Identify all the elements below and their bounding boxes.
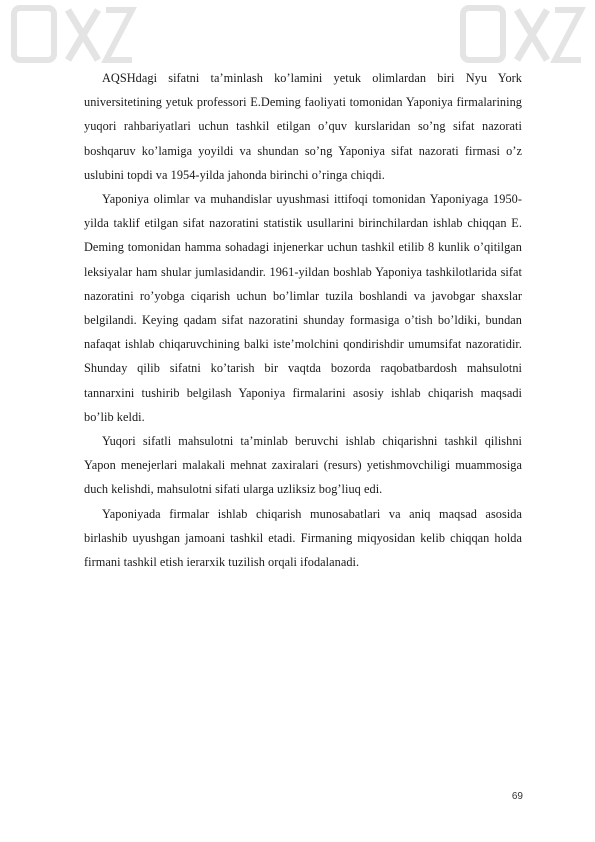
watermark-logo-left: [8, 0, 138, 70]
document-body: [84, 66, 522, 574]
paragraph: Yaponiya olimlar va muhandislar uyushmasi ittifoqi tomonidan Yaponiyaga 1950-yilda taklif etilgan sifat nazoratini statistik usullarini birinchilardan ishlab chiqqan E. Deming tomonidan hamma sohadagi injenerkar uchun tashkil etilib 8 kunlik o’qitilgan leksiyalar ham shular jumlasidandir. 1961-yildan boshlab Yaponiya tashkilotlarida sifat nazoratini ro’yobga ciqarish uchun bo’limlar tuzila boshlandi va javobgar shaxslar belgilandi. Keying qadam sifat nazoratini shunday formasiga o’tish bo’ldiki, bundan nafaqat ishlab chiqaruvchining balki iste’molchini qondirishdir umumsifat nazoratidir. Shunday qilib sifatni ko’tarish bir vaqtda bozorda raqobatbardosh mahsulotni tannarxini tushirib belgilash Yaponiya firmalarini asosiy ishlab chiqarish maqsadi bo’lib keldi.: [84, 192, 522, 424]
paragraph: Yuqori sifatli mahsulotni ta’minlab beruvchi ishlab chiqarishni tashkil qilishni Yapon menejerlari malakali mehnat zaxiralari (resurs) yetishmovchiligi muammosiga duch kelishdi, mahsulotni sifati ularga uzliksiz bog’liuq edi.: [84, 434, 522, 497]
watermark-logo-right: [457, 0, 587, 70]
page-number: 69: [511, 791, 523, 802]
paragraph: AQSHdagi sifatni ta’minlash ko’lamini yetuk olimlardan biri Nyu York universitetining yetuk professori E.Deming faoliyati tomonidan Yaponiya firmalarining yuqori rahbariyatlari uchun tashkil etilgan o’quv kurslaridan so’ng sifat nazorati boshqaruv ko’lamiga yoyildi va shundan so’ng Yaponiya sifat nazorati firmasi o’z uslubini topdi va 1954-yilda jahonda birinchi o’ringa chiqdi.: [84, 71, 522, 182]
paragraph: Yaponiyada firmalar ishlab chiqarish munosabatlari va aniq maqsad asosida birlashib uyushgan jamoani tashkil etadi. Firmaning miqyosidan kelib chiqqan holda firmani tashkil etish ierarxik tuzilish orqali ifodalanadi.: [84, 506, 522, 570]
